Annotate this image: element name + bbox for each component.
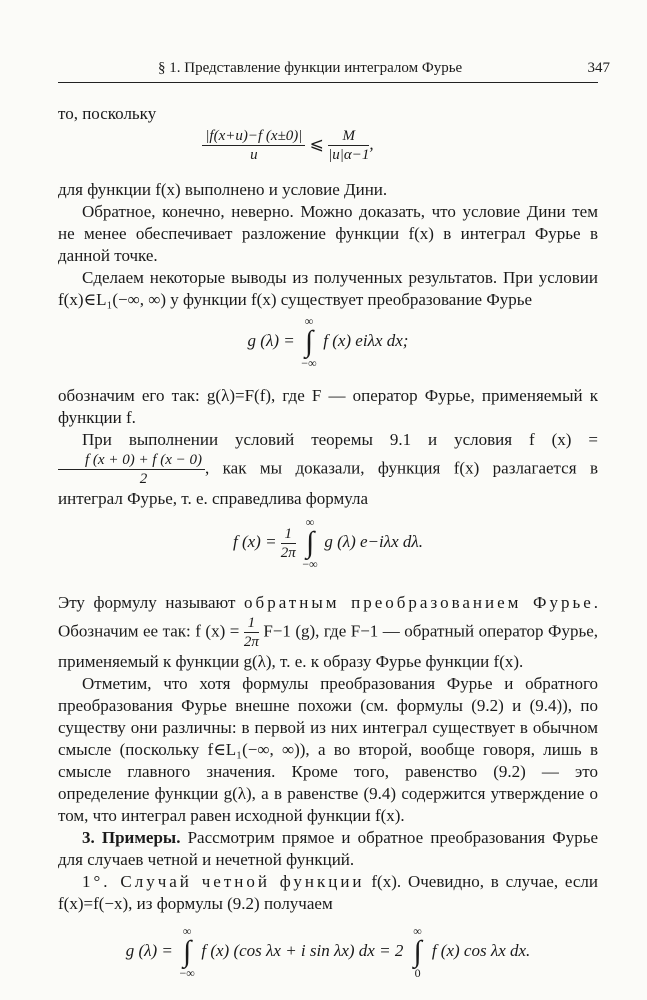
fraction: $\frac{M}{|u|\alpha-1}$ [328, 128, 370, 163]
integral-sign: ∞ ∫ −∞ [179, 924, 195, 980]
paragraph: Эту формулу называют обратным преобразованием Фурье. Обозначим ее так: f (x) = $\frac{1}{2\pi}$ F−1 (g), где F−1 — обратный оператор Фурье, применяемый к функции g(λ), т. е. к образу Фурье функции f(x). [58, 593, 599, 671]
page-number: 347 [587, 60, 610, 76]
paragraph: обозначим его так: g(λ)=F(f), где F — оператор Фурье, применяемый к функции f. [58, 386, 598, 427]
equation-1: $\frac{|f(x+u)-f (x\pm 0)|}{u}$ ⩽ $\frac{M}{|u|\alpha-1}$ , [138, 127, 438, 171]
equation-3: f (x) = $\frac{1}{2\pi}$ ∞ ∫ −∞ g (λ) e−iλx dλ. [232, 515, 424, 571]
page [58, 56, 610, 995]
paragraph: Обратное, конечно, неверно. Можно доказать, что условие Дини тем не менее обеспечивает разложение функции f(x) в интеграл Фурье в данной точке. [58, 202, 598, 265]
header-title: § 1. Представление функции интегралом Фурье [158, 60, 463, 76]
paragraph: При выполнении условий теоремы 9.1 и условия f (x) = $\frac{f (x + 0) + f (x - 0)}{2}$ , как мы доказали, функция f(x) разлагается в интеграл Фурье, т. е. справедлива формула [58, 430, 598, 508]
running-header [58, 56, 610, 83]
text-line: то, поскольку [58, 104, 157, 123]
paragraph: 1°. Случай четной функции f(x). Очевидно, в случае, если f(x)=f(−x), из формулы (9.2) получаем [58, 872, 598, 913]
integral-sign: ∞ ∫ −∞ [302, 515, 318, 571]
fraction: $\frac{|f(x+u)-f (x\pm 0)|}{u}$ [202, 127, 305, 164]
fraction: $\frac{f (x + 0) + f (x - 0)}{2}$ [58, 451, 205, 488]
integral-sign: ∞ ∫ 0 [413, 924, 422, 980]
equation-2: g (λ) = ∞ ∫ −∞ f (x) eiλx dx; [247, 314, 409, 370]
paragraph: Сделаем некоторые выводы из полученных результатов. При условии f(x)∈L₁(−∞, ∞) у функции f(x) существует преобразование Фурье [58, 268, 598, 309]
equation-4: g (λ) = ∞ ∫ −∞ f (x) (cos λx + i sin λx) dx = 2 ∞ ∫ 0 f (x) cos λx dx. [125, 924, 531, 980]
text-line: для функции f(x) выполнено и условие Дини. [58, 180, 388, 199]
fraction: $\frac{1}{2\pi}$ [243, 615, 259, 650]
paragraph: 3. Примеры. Рассмотрим прямое и обратное преобразования Фурье для случаев четной и нечетной функций. [58, 828, 598, 869]
fraction: $\frac{1}{2\pi}$ [280, 525, 296, 561]
paragraph: Отметим, что хотя формулы преобразования Фурье и обратного преобразования Фурье внешне похожи (см. формулы (9.2) и (9.4)), по существу они различны: в первой из них интеграл существует в обычном смысле (поскольку f∈L₁(−∞, ∞)), а во второй, вообще говоря, лишь в смысле главного значения. Кроме того, равенство (9.2) — это определение функции g(λ), а в равенстве (9.4) содержится утверждение о том, что интеграл равен исходной функции f(x). [58, 674, 598, 825]
integral-sign: ∞ ∫ −∞ [301, 314, 317, 370]
